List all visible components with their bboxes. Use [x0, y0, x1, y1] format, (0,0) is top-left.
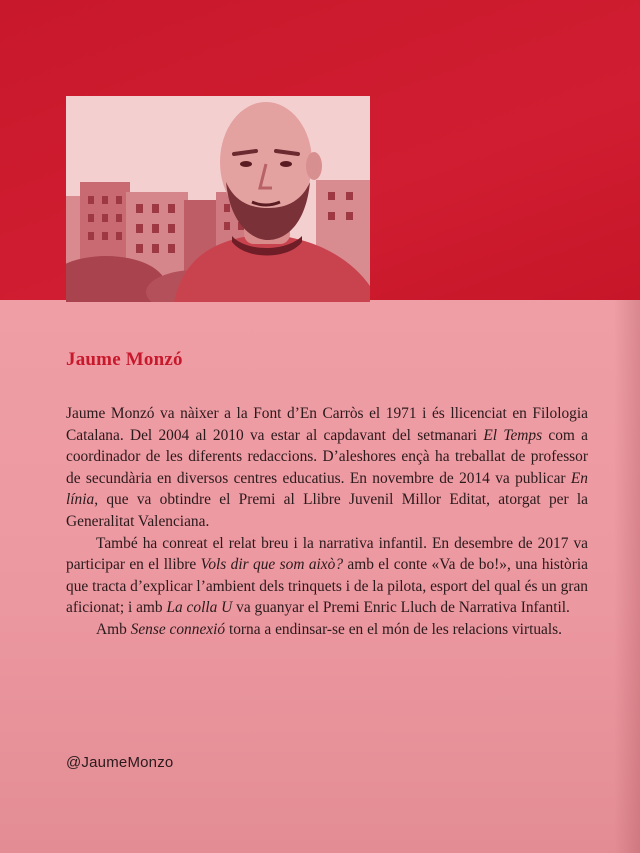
bio-text: torna a endinsar-se en el món de les relacions virtuals. [225, 620, 562, 638]
bio-paragraph [66, 619, 588, 641]
bio-paragraph [66, 403, 588, 533]
bio-text: va guanyar el Premi Enric Lluch de Narrativa Infantil. [232, 599, 570, 617]
bio-title-italic: El Temps [483, 426, 543, 444]
bio-title-italic: En línia [66, 469, 588, 509]
bio-text: com a coordinador de les diferents redaccions. D’aleshores ençà ha treballat de professor de secundària en diversos centres educatius. En novembre de 2014 va publicar [66, 426, 588, 487]
bio-title-italic: Vols dir que som això? [200, 556, 344, 574]
bio-text: , que va obtindre el Premi al Llibre Juvenil Millor Editat, atorgat per la Generalitat Valenciana. [66, 491, 588, 530]
bio-title-italic: La colla U [166, 599, 233, 617]
bio-paragraph [66, 533, 588, 619]
author-biography [66, 403, 588, 641]
page-edge-shadow [614, 300, 640, 853]
author-photo [66, 96, 370, 302]
author-social-handle: @JaumeMonzo [66, 754, 174, 771]
bio-text: Amb [96, 620, 131, 638]
bio-text: Jaume Monzó va nàixer a la Font d’En Carròs el 1971 i és llicenciat en Filologia Catalana. Del 2004 al 2010 va estar al capdavant del setmanari [66, 405, 588, 444]
author-name-heading: Jaume Monzó [66, 349, 183, 370]
bio-title-italic: Sense connexió [130, 620, 226, 638]
bio-text: També ha conreat el relat breu i la narrativa infantil. En desembre de 2017 va participar en el llibre [66, 534, 588, 574]
bio-text: amb el conte «Va de bo!», una història que tracta d’explicar l’ambient dels trinquets i de la pilota, esport del qual és un gran aficionat; i amb [66, 556, 588, 617]
